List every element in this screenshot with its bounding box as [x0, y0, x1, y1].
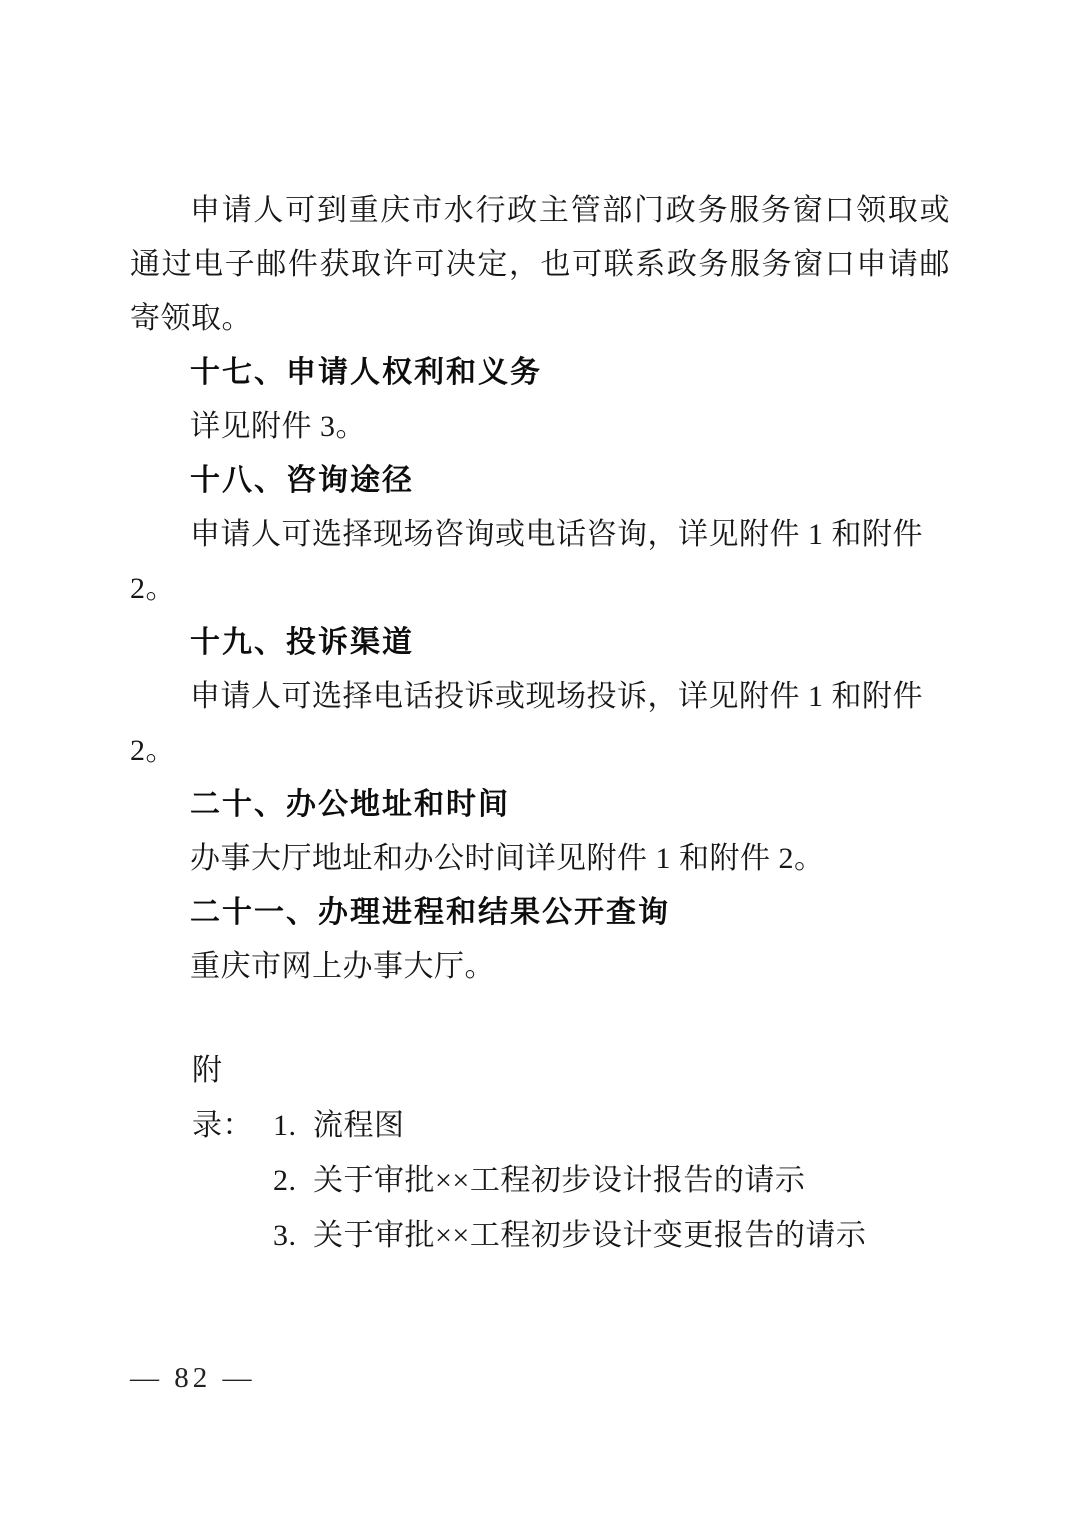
- section-heading-19: 十九、投诉渠道: [190, 626, 414, 659]
- section-heading-21: 二十一、办理进程和结果公开查询: [190, 896, 670, 929]
- appendix-item-3: [273, 1208, 950, 1263]
- page-number: — 82 —: [130, 1362, 256, 1394]
- section-body-17: 详见附件 3。: [190, 410, 366, 443]
- appendix-item-2: [273, 1153, 950, 1208]
- appendix-item-text: 流程图: [313, 1109, 405, 1142]
- appendix-block: [192, 1043, 950, 1263]
- appendix-item-text: 关于审批××工程初步设计变更报告的请示: [313, 1219, 867, 1252]
- appendix-item-number: 3.: [273, 1219, 297, 1252]
- section-heading-20: 二十、办公地址和时间: [190, 788, 510, 821]
- document-content: [130, 184, 950, 1263]
- appendix-item-text: 关于审批××工程初步设计报告的请示: [313, 1164, 806, 1197]
- appendix-label: 附录：: [192, 1054, 253, 1142]
- appendix-item-number: 1.: [273, 1109, 297, 1142]
- section-body-20: 办事大厅地址和办公时间详见附件 1 和附件 2。: [190, 842, 825, 875]
- appendix-item-1: [192, 1043, 950, 1153]
- section-heading-18: 十八、咨询途径: [190, 464, 414, 497]
- section-body-18: 申请人可选择现场咨询或电话咨询，详见附件 1 和附件 2。: [130, 518, 923, 605]
- section-body-19: 申请人可选择电话投诉或现场投诉，详见附件 1 和附件 2。: [130, 680, 923, 767]
- section-heading-17: 十七、申请人权利和义务: [190, 356, 542, 389]
- section-body-21: 重庆市网上办事大厅。: [190, 950, 495, 983]
- appendix-item-number: 2.: [273, 1164, 297, 1197]
- intro-paragraph: 申请人可到重庆市水行政主管部门政务服务窗口领取或通过电子邮件获取许可决定，也可联系政务服务窗口申请邮寄领取。: [130, 194, 950, 335]
